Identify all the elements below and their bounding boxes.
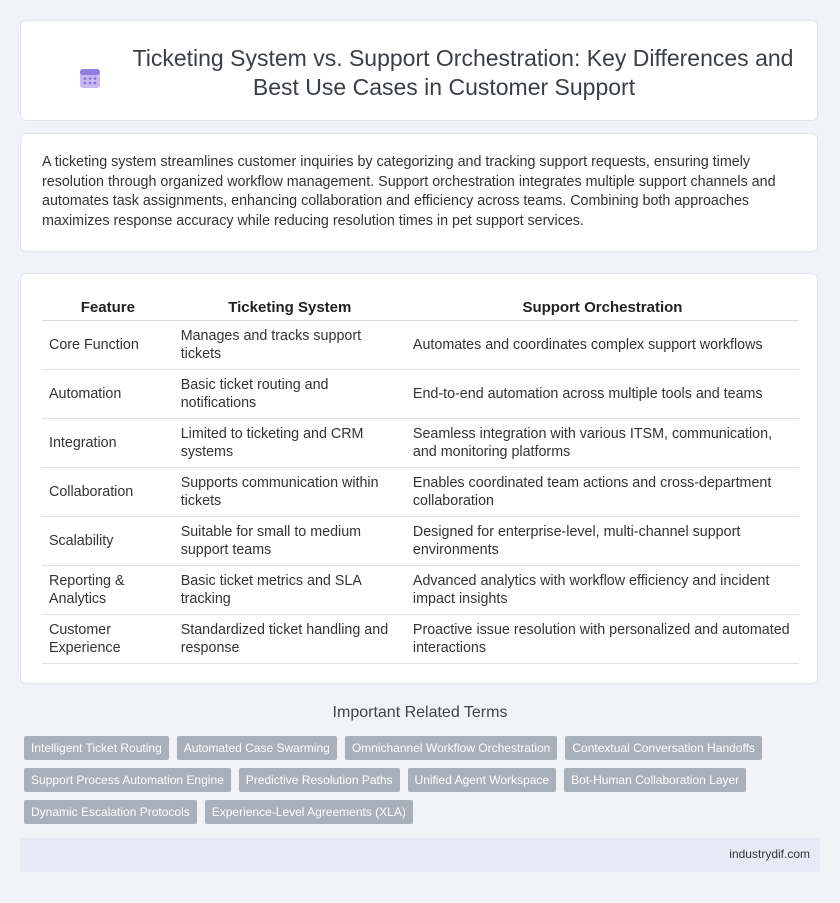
related-term-tag[interactable]: Intelligent Ticket Routing	[24, 736, 169, 760]
ticketing-cell: Supports communication within tickets	[174, 468, 406, 517]
orchestration-cell: Automates and coordinates complex support workflows	[406, 321, 799, 370]
ticketing-cell: Limited to ticketing and CRM systems	[174, 419, 406, 468]
related-term-tag[interactable]: Dynamic Escalation Protocols	[24, 800, 197, 824]
feature-cell: Automation	[42, 370, 174, 419]
feature-cell: Customer Experience	[42, 615, 174, 664]
table-row	[42, 370, 799, 419]
table-row	[42, 468, 799, 517]
ticketing-cell: Basic ticket metrics and SLA tracking	[174, 566, 406, 615]
title-card	[20, 20, 818, 121]
comparison-table	[42, 294, 799, 664]
orchestration-cell: Seamless integration with various ITSM, communication, and monitoring platforms	[406, 419, 799, 468]
feature-cell: Reporting & Analytics	[42, 566, 174, 615]
related-term-tag[interactable]: Predictive Resolution Paths	[239, 768, 400, 792]
related-term-tag[interactable]: Unified Agent Workspace	[408, 768, 557, 792]
orchestration-cell: Designed for enterprise-level, multi-channel support environments	[406, 517, 799, 566]
related-term-tag[interactable]: Automated Case Swarming	[177, 736, 337, 760]
table-row	[42, 321, 799, 370]
header-ticketing-system: Ticketing System	[174, 294, 406, 321]
related-terms-heading: Important Related Terms	[332, 704, 508, 721]
ticketing-cell: Basic ticket routing and notifications	[174, 370, 406, 419]
table-row	[42, 566, 799, 615]
table-row	[42, 615, 799, 664]
related-term-tag[interactable]: Contextual Conversation Handoffs	[565, 736, 762, 760]
table-row	[42, 517, 799, 566]
orchestration-cell: Advanced analytics with workflow efficiency and incident impact insights	[406, 566, 799, 615]
feature-cell: Core Function	[42, 321, 174, 370]
table-row	[42, 419, 799, 468]
header-support-orchestration: Support Orchestration	[406, 294, 799, 321]
orchestration-cell: End-to-end automation across multiple tools and teams	[406, 370, 799, 419]
ticketing-cell: Standardized ticket handling and response	[174, 615, 406, 664]
footer-bar	[20, 838, 820, 872]
feature-cell: Scalability	[42, 517, 174, 566]
table-header-row	[42, 294, 799, 321]
orchestration-cell: Enables coordinated team actions and cross-department collaboration	[406, 468, 799, 517]
ticketing-cell: Manages and tracks support tickets	[174, 321, 406, 370]
page-title: Ticketing System vs. Support Orchestration: Key Differences and Best Use Cases in Customer Support	[132, 45, 794, 100]
header-feature: Feature	[42, 294, 174, 321]
related-term-tag[interactable]: Support Process Automation Engine	[24, 768, 231, 792]
related-term-tag[interactable]: Experience-Level Agreements (XLA)	[205, 800, 413, 824]
related-term-tag[interactable]: Bot-Human Collaboration Layer	[564, 768, 746, 792]
feature-cell: Integration	[42, 419, 174, 468]
comparison-card	[20, 273, 818, 684]
related-terms-list	[24, 736, 784, 824]
orchestration-cell: Proactive issue resolution with personalized and automated interactions	[406, 615, 799, 664]
ticketing-cell: Suitable for small to medium support teams	[174, 517, 406, 566]
related-term-tag[interactable]: Omnichannel Workflow Orchestration	[345, 736, 558, 760]
intro-card	[20, 133, 818, 252]
feature-cell: Collaboration	[42, 468, 174, 517]
intro-paragraph: A ticketing system streamlines customer inquiries by categorizing and tracking support requests, ensuring timely resolution through organized workflow management. Support orchestration integrates multiple support channels and automates task assignments, enhancing collaboration and efficiency across teams. Combining both approaches maximizes response accuracy while reducing resolution times in pet support services.	[42, 154, 776, 229]
footer-site-link[interactable]: industrydif.com	[729, 847, 810, 861]
